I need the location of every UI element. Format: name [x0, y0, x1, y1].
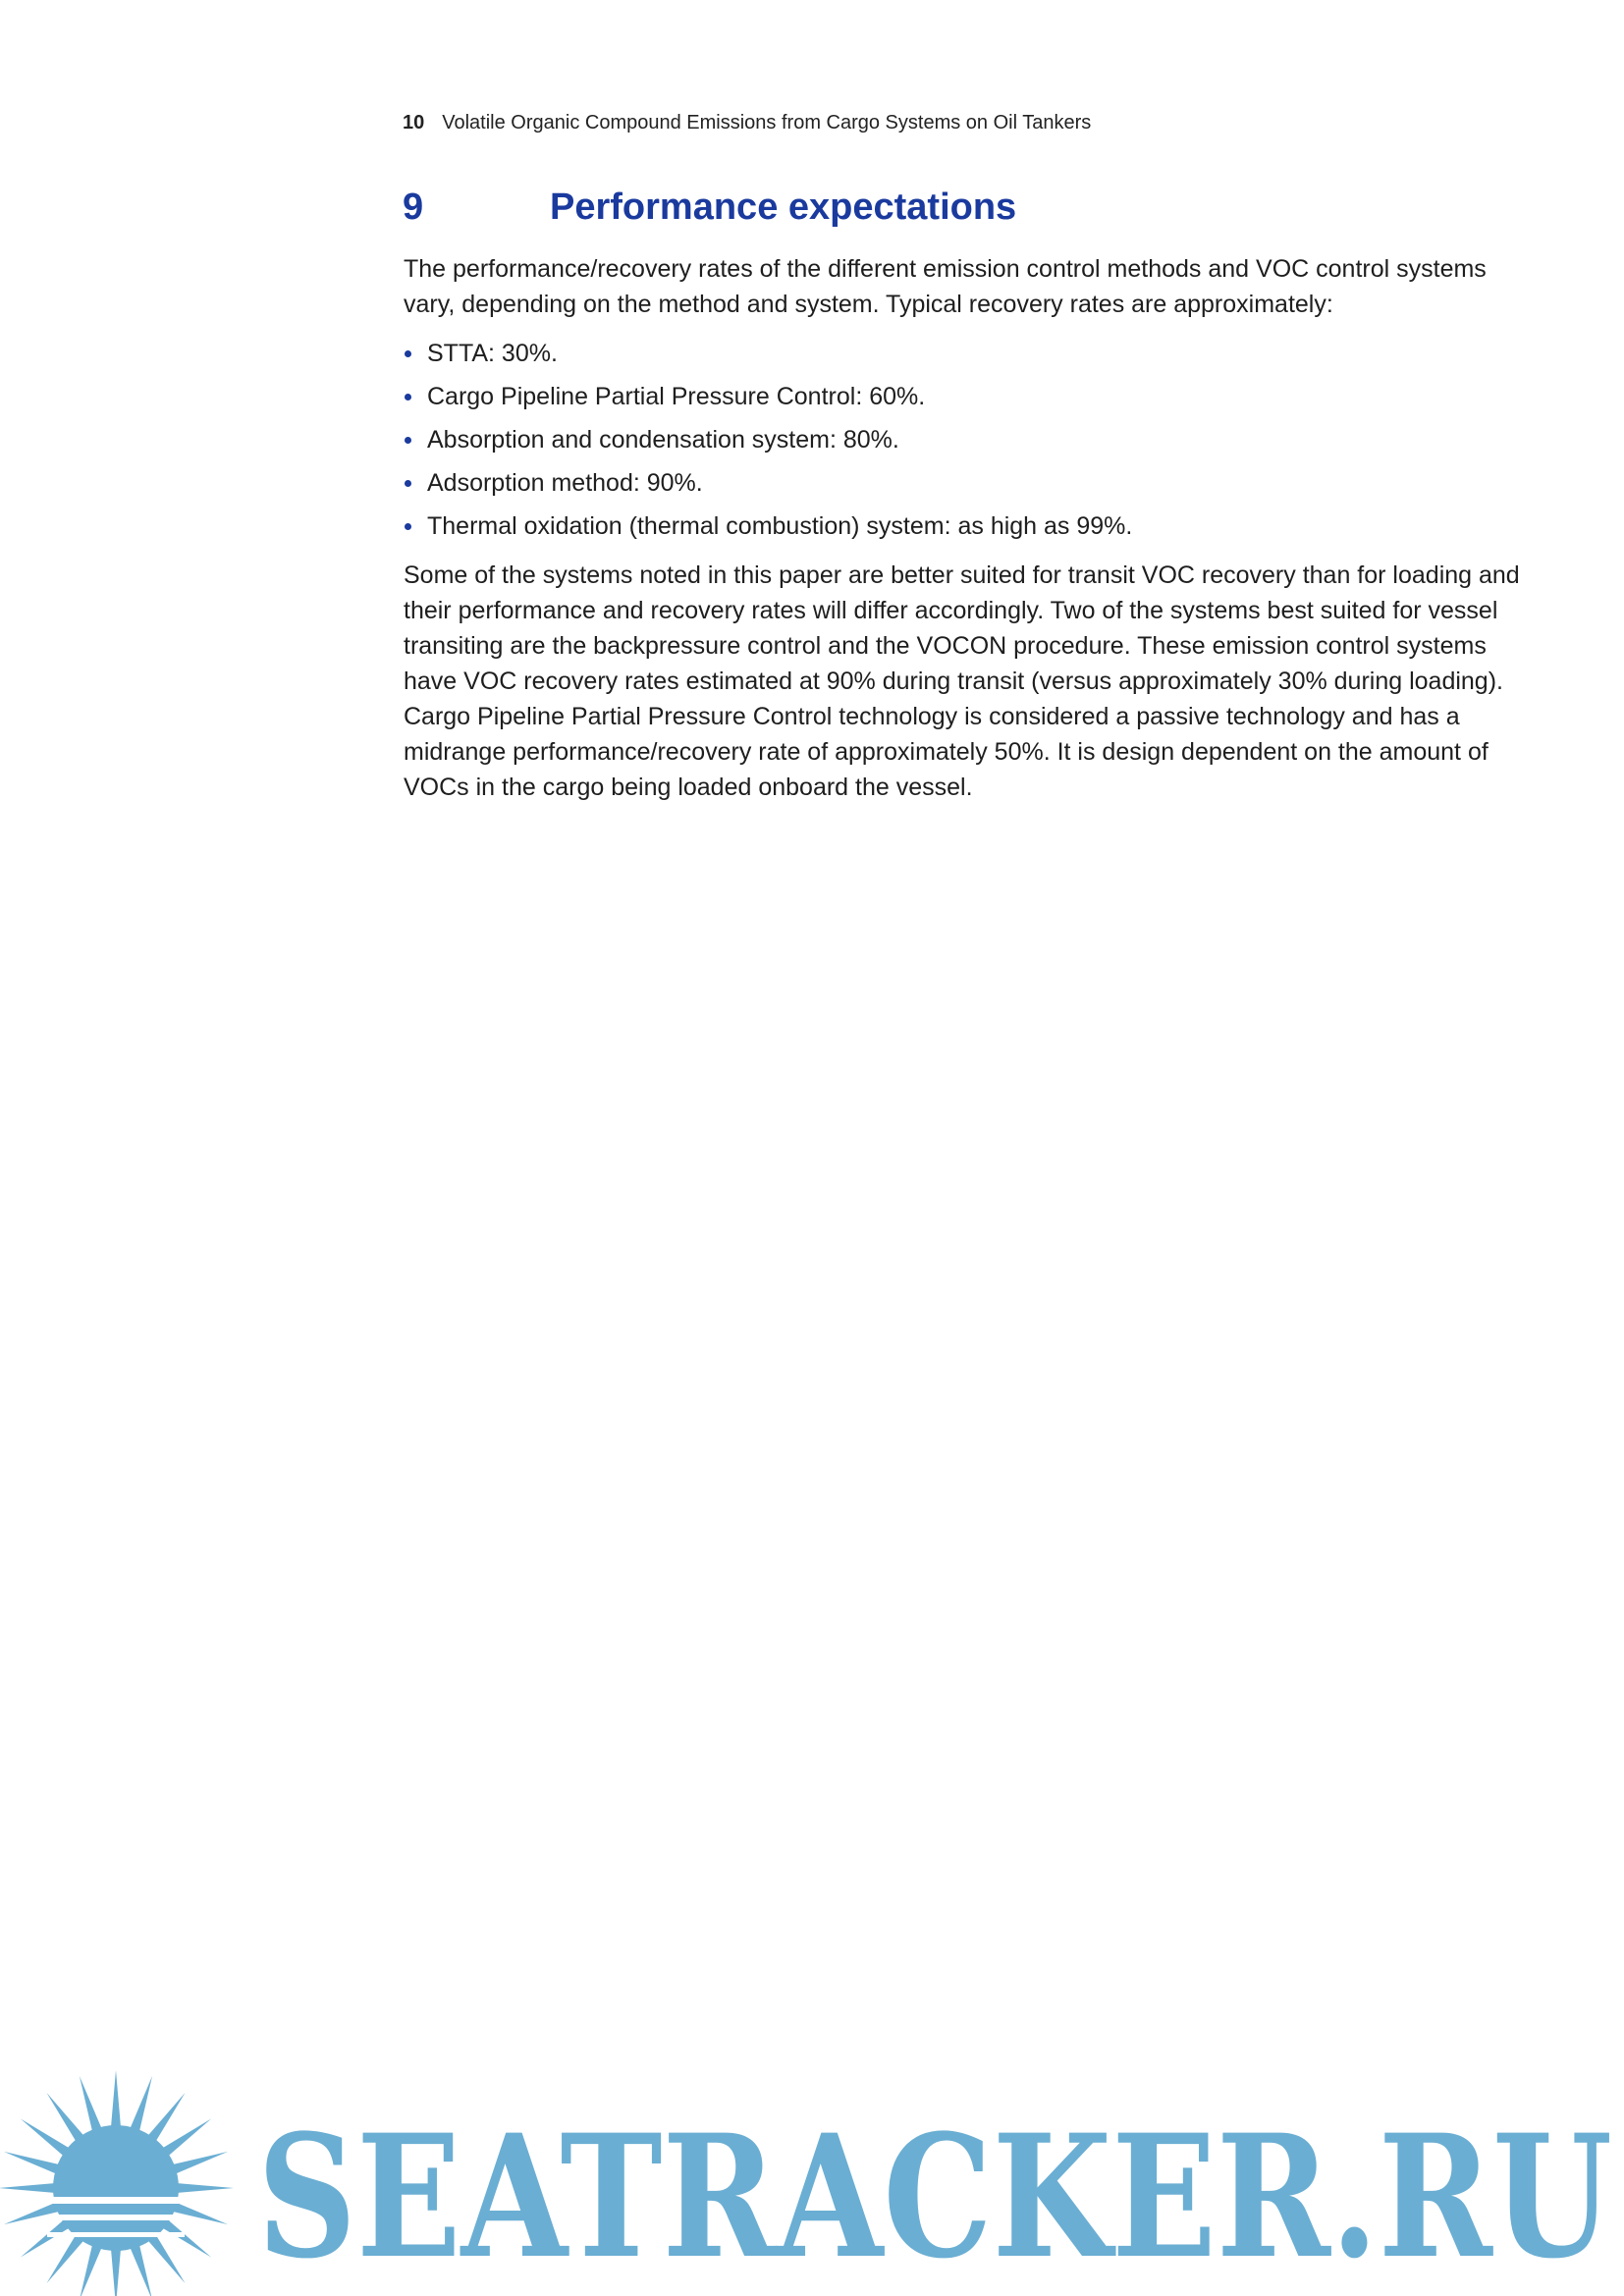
- page-number: 10: [403, 112, 425, 133]
- horizon-stripe: [47, 2197, 185, 2204]
- watermark-text: SEATRACKER.RU: [257, 2097, 1612, 2296]
- list-item: [404, 465, 1523, 501]
- bullet-icon: [405, 437, 411, 444]
- sun-ray: [130, 2076, 153, 2134]
- list-item: [404, 379, 1523, 414]
- sun-ray: [170, 2202, 228, 2225]
- recovery-rates-list: [404, 336, 1523, 544]
- list-item-text: Cargo Pipeline Partial Pressure Control: 60%.: [427, 383, 926, 410]
- list-item-text: STTA: 30%.: [427, 340, 558, 367]
- sun-ray: [46, 2232, 85, 2283]
- sun-ray: [160, 2218, 211, 2258]
- list-item: [404, 336, 1523, 371]
- sun-ray: [160, 2118, 211, 2158]
- watermark: [0, 2052, 1624, 2296]
- sun-ray: [0, 2183, 57, 2193]
- sun-ray: [4, 2152, 62, 2175]
- sun-ray: [4, 2202, 62, 2225]
- intro-paragraph: The performance/recovery rates of the different emission control methods and VOC control systems vary, depending on the method and system. Typical recovery rates are approximately:: [404, 255, 1487, 318]
- running-header: [403, 112, 1091, 134]
- sun-ray: [21, 2118, 72, 2158]
- list-item: [404, 508, 1523, 544]
- sun-ray: [146, 2232, 186, 2283]
- list-item-text: Thermal oxidation (thermal combustion) system: as high as 99%.: [427, 512, 1133, 540]
- list-item-text: Absorption and condensation system: 80%.: [427, 426, 899, 454]
- bullet-icon: [405, 394, 411, 400]
- list-item-text: Adsorption method: 90%.: [427, 469, 703, 497]
- sun-ray: [130, 2242, 153, 2296]
- sun-ray: [170, 2152, 228, 2175]
- sun-ray: [111, 2070, 121, 2129]
- section-heading: [403, 187, 1016, 229]
- sun-ray: [21, 2218, 72, 2258]
- body-paragraph: Some of the systems noted in this paper are better suited for transit VOC recovery than for loading and their performance and recovery rates will differ accordingly. Two of the systems best suited for vessel transiting are the backpressure control and the VOCON procedure. These emission control systems have VOC recovery rates estimated at 90% during transit (versus approximately 30% during loading). Cargo Pipeline Partial Pressure Control technology is considered a passive technology and has a midrange performance/recovery rate of approximately 50%. It is design dependent on the amount of VOCs in the cargo being loaded onboard the vessel.: [404, 561, 1520, 801]
- section-body: [404, 251, 1523, 805]
- list-item: [404, 422, 1523, 457]
- sun-ray: [80, 2076, 103, 2134]
- horizon-stripe: [47, 2232, 185, 2237]
- sun-ray: [80, 2242, 103, 2296]
- section-number: 9: [403, 187, 424, 228]
- sun-ray: [46, 2093, 85, 2144]
- bullet-icon: [405, 350, 411, 357]
- bullet-icon: [405, 523, 411, 530]
- sun-ray: [175, 2183, 234, 2193]
- sun-icon: [0, 2070, 234, 2296]
- bullet-icon: [405, 480, 411, 487]
- section-title: Performance expectations: [550, 187, 1017, 228]
- horizon-stripe: [47, 2215, 185, 2220]
- sun-ray: [111, 2247, 121, 2296]
- running-title: Volatile Organic Compound Emissions from Cargo Systems on Oil Tankers: [442, 112, 1092, 133]
- sun-ray: [146, 2093, 186, 2144]
